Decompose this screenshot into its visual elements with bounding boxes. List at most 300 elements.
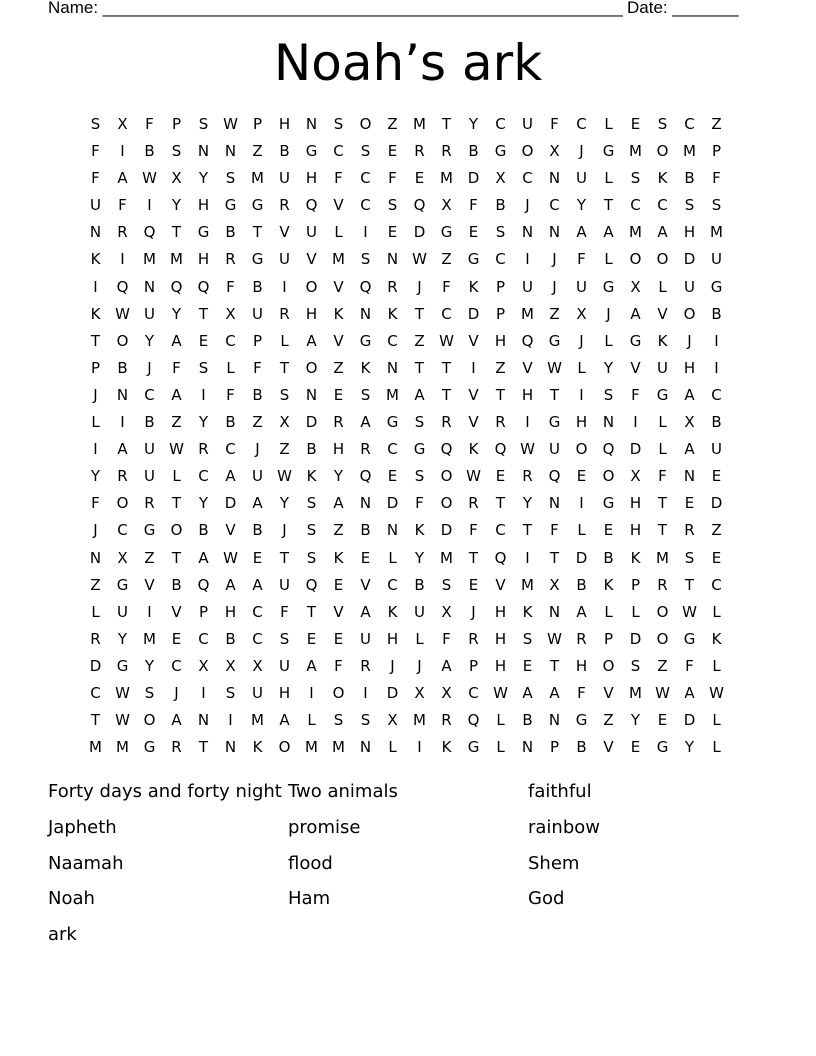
grid-letter[interactable]: E xyxy=(333,385,344,404)
grid-letter[interactable]: M xyxy=(89,738,102,757)
grid-letter[interactable]: M xyxy=(521,575,534,594)
grid-letter[interactable]: I xyxy=(120,142,125,161)
grid-letter[interactable]: S xyxy=(684,196,695,215)
grid-letter[interactable]: M xyxy=(629,683,642,702)
grid-letter[interactable]: I xyxy=(525,413,530,432)
grid-letter[interactable]: L xyxy=(577,521,586,540)
grid-letter[interactable]: E xyxy=(630,115,641,133)
grid-letter[interactable]: C xyxy=(495,521,506,540)
grid-letter[interactable]: U xyxy=(144,440,155,459)
grid-letter[interactable]: T xyxy=(603,196,614,215)
grid-letter[interactable]: D xyxy=(467,304,480,323)
grid-letter[interactable]: H xyxy=(386,629,399,648)
grid-letter[interactable]: W xyxy=(115,711,130,730)
grid-letter[interactable]: U xyxy=(252,304,263,323)
grid-letter[interactable]: Q xyxy=(305,575,318,594)
grid-letter[interactable]: M xyxy=(116,738,129,757)
grid-letter[interactable]: Z xyxy=(549,304,560,323)
grid-letter[interactable]: X xyxy=(171,169,182,188)
grid-letter[interactable]: E xyxy=(333,575,344,594)
grid-letter[interactable]: I xyxy=(363,683,368,702)
grid-letter[interactable]: D xyxy=(386,683,399,702)
grid-letter[interactable]: U xyxy=(279,250,290,269)
grid-letter[interactable]: F xyxy=(280,602,289,621)
grid-letter[interactable]: R xyxy=(279,304,290,323)
grid-letter[interactable]: C xyxy=(711,385,722,404)
grid-letter[interactable]: S xyxy=(387,196,398,215)
grid-letter[interactable]: D xyxy=(575,548,588,567)
grid-letter[interactable]: F xyxy=(91,169,100,188)
grid-letter[interactable]: P xyxy=(549,738,560,757)
grid-letter[interactable]: L xyxy=(631,602,640,621)
grid-letter[interactable]: X xyxy=(630,277,641,296)
grid-letter[interactable]: N xyxy=(386,521,399,540)
grid-letter[interactable]: F xyxy=(226,385,235,404)
grid-letter[interactable]: T xyxy=(171,494,182,513)
grid-letter[interactable]: V xyxy=(279,223,290,242)
grid-letter[interactable]: D xyxy=(629,440,642,459)
grid-letter[interactable]: K xyxy=(414,521,425,540)
grid-letter[interactable]: M xyxy=(413,711,426,730)
grid-letter[interactable]: L xyxy=(388,738,397,757)
grid-letter[interactable]: F xyxy=(577,683,586,702)
grid-letter[interactable]: E xyxy=(468,223,479,242)
grid-letter[interactable]: S xyxy=(360,250,371,269)
grid-letter[interactable]: A xyxy=(117,440,128,459)
grid-letter[interactable]: T xyxy=(495,385,506,404)
grid-letter[interactable]: H xyxy=(521,385,534,404)
grid-letter[interactable]: A xyxy=(684,440,695,459)
grid-letter[interactable]: R xyxy=(144,494,155,513)
grid-letter[interactable]: X xyxy=(252,656,263,675)
grid-letter[interactable]: J xyxy=(255,440,260,459)
grid-letter[interactable]: A xyxy=(360,413,371,432)
grid-letter[interactable]: Y xyxy=(171,196,182,215)
grid-letter[interactable]: C xyxy=(549,196,560,215)
grid-letter[interactable]: T xyxy=(549,385,560,404)
grid-letter[interactable]: X xyxy=(576,304,587,323)
grid-letter[interactable]: X xyxy=(549,575,560,594)
grid-letter[interactable]: R xyxy=(495,413,506,432)
grid-letter[interactable]: Z xyxy=(387,115,398,133)
grid-letter[interactable]: H xyxy=(629,494,642,513)
grid-letter[interactable]: F xyxy=(469,521,478,540)
grid-letter[interactable]: L xyxy=(280,331,289,350)
grid-letter[interactable]: U xyxy=(279,169,290,188)
grid-letter[interactable]: C xyxy=(522,169,533,188)
grid-letter[interactable]: H xyxy=(629,521,642,540)
grid-letter[interactable]: D xyxy=(224,494,237,513)
grid-letter[interactable]: P xyxy=(171,115,182,133)
grid-letter[interactable]: E xyxy=(306,629,317,648)
grid-letter[interactable]: B xyxy=(225,413,236,432)
grid-letter[interactable]: A xyxy=(225,467,236,486)
grid-letter[interactable]: N xyxy=(305,115,318,133)
grid-letter[interactable]: F xyxy=(172,358,181,377)
grid-letter[interactable]: S xyxy=(360,142,371,161)
grid-letter[interactable]: M xyxy=(305,738,318,757)
grid-letter[interactable]: N xyxy=(359,304,372,323)
grid-letter[interactable]: X xyxy=(225,304,236,323)
grid-letter[interactable]: P xyxy=(90,358,101,377)
grid-letter[interactable]: T xyxy=(171,223,182,242)
grid-letter[interactable]: V xyxy=(495,575,506,594)
grid-letter[interactable]: G xyxy=(494,142,507,161)
grid-letter[interactable]: P xyxy=(252,331,263,350)
grid-letter[interactable]: T xyxy=(684,575,695,594)
grid-letter[interactable]: G xyxy=(683,629,696,648)
grid-letter[interactable]: D xyxy=(683,711,696,730)
grid-letter[interactable]: C xyxy=(387,575,398,594)
grid-letter[interactable]: F xyxy=(145,115,154,133)
grid-letter[interactable]: S xyxy=(441,575,452,594)
grid-letter[interactable]: C xyxy=(198,467,209,486)
grid-letter[interactable]: L xyxy=(415,629,424,648)
grid-letter[interactable]: U xyxy=(306,223,317,242)
grid-letter[interactable]: D xyxy=(305,413,318,432)
grid-letter[interactable]: J xyxy=(93,385,98,404)
grid-letter[interactable]: S xyxy=(603,385,614,404)
grid-letter[interactable]: O xyxy=(683,304,696,323)
date-field[interactable]: Date: _______ xyxy=(627,0,739,17)
grid-letter[interactable]: A xyxy=(252,494,263,513)
grid-letter[interactable]: Q xyxy=(170,277,183,296)
grid-letter[interactable]: M xyxy=(143,629,156,648)
grid-letter[interactable]: L xyxy=(712,738,721,757)
grid-letter[interactable]: M xyxy=(656,548,669,567)
grid-letter[interactable]: E xyxy=(198,331,209,350)
grid-letter[interactable]: N xyxy=(116,385,129,404)
grid-letter[interactable]: A xyxy=(333,494,344,513)
grid-letter[interactable]: S xyxy=(279,629,290,648)
grid-letter[interactable]: R xyxy=(171,738,182,757)
grid-letter[interactable]: E xyxy=(468,575,479,594)
grid-letter[interactable]: M xyxy=(440,169,453,188)
grid-letter[interactable]: H xyxy=(278,683,291,702)
grid-letter[interactable]: H xyxy=(494,629,507,648)
grid-letter[interactable]: C xyxy=(387,440,398,459)
grid-letter[interactable]: U xyxy=(144,467,155,486)
grid-letter[interactable]: V xyxy=(333,602,344,621)
grid-letter[interactable]: M xyxy=(440,548,453,567)
grid-letter[interactable]: N xyxy=(197,711,210,730)
grid-letter[interactable]: C xyxy=(360,196,371,215)
grid-letter[interactable]: Q xyxy=(494,548,507,567)
grid-letter[interactable]: O xyxy=(656,602,669,621)
grid-letter[interactable]: G xyxy=(710,277,723,296)
grid-letter[interactable]: I xyxy=(147,196,152,215)
grid-letter[interactable]: I xyxy=(525,548,530,567)
grid-letter[interactable]: C xyxy=(225,331,236,350)
grid-letter[interactable]: B xyxy=(360,521,371,540)
grid-letter[interactable]: Q xyxy=(440,440,453,459)
grid-letter[interactable]: W xyxy=(223,115,238,133)
grid-letter[interactable]: X xyxy=(117,548,128,567)
grid-letter[interactable]: A xyxy=(306,331,317,350)
grid-letter[interactable]: A xyxy=(603,223,614,242)
grid-letter[interactable]: D xyxy=(386,494,399,513)
grid-letter[interactable]: A xyxy=(171,385,182,404)
grid-letter[interactable]: S xyxy=(171,142,182,161)
grid-letter[interactable]: X xyxy=(549,142,560,161)
grid-letter[interactable]: U xyxy=(522,115,533,133)
grid-letter[interactable]: S xyxy=(414,467,425,486)
grid-letter[interactable]: U xyxy=(522,277,533,296)
grid-letter[interactable]: T xyxy=(279,358,290,377)
grid-letter[interactable]: A xyxy=(360,602,371,621)
grid-letter[interactable]: Y xyxy=(279,494,290,513)
grid-letter[interactable]: M xyxy=(683,142,696,161)
grid-letter[interactable]: G xyxy=(440,223,453,242)
grid-letter[interactable]: K xyxy=(252,738,263,757)
grid-letter[interactable]: F xyxy=(550,521,559,540)
grid-letter[interactable]: S xyxy=(225,683,236,702)
grid-letter[interactable]: T xyxy=(441,115,452,133)
grid-letter[interactable]: B xyxy=(252,385,263,404)
grid-letter[interactable]: I xyxy=(201,385,206,404)
grid-letter[interactable]: Q xyxy=(521,331,534,350)
grid-letter[interactable]: N xyxy=(548,223,561,242)
grid-letter[interactable]: Z xyxy=(171,413,182,432)
grid-letter[interactable]: T xyxy=(252,223,263,242)
grid-letter[interactable]: Z xyxy=(144,548,155,567)
grid-letter[interactable]: B xyxy=(198,521,209,540)
grid-letter[interactable]: T xyxy=(198,738,209,757)
grid-letter[interactable]: E xyxy=(522,656,533,675)
grid-letter[interactable]: V xyxy=(333,277,344,296)
grid-letter[interactable]: Z xyxy=(657,656,668,675)
grid-letter[interactable]: D xyxy=(710,494,723,513)
grid-letter[interactable]: C xyxy=(90,683,101,702)
grid-letter[interactable]: G xyxy=(305,142,318,161)
grid-letter[interactable]: A xyxy=(684,683,695,702)
grid-letter[interactable]: W xyxy=(547,629,562,648)
grid-letter[interactable]: H xyxy=(494,331,507,350)
grid-letter[interactable]: T xyxy=(441,385,452,404)
grid-letter[interactable]: B xyxy=(171,575,182,594)
grid-letter[interactable]: J xyxy=(174,683,179,702)
grid-letter[interactable]: H xyxy=(197,196,210,215)
grid-letter[interactable]: Z xyxy=(90,575,101,594)
grid-letter[interactable]: C xyxy=(495,250,506,269)
grid-letter[interactable]: N xyxy=(548,602,561,621)
grid-letter[interactable]: X xyxy=(441,683,452,702)
grid-letter[interactable]: U xyxy=(576,169,587,188)
grid-letter[interactable]: G xyxy=(251,196,264,215)
grid-letter[interactable]: V xyxy=(603,738,614,757)
grid-letter[interactable]: K xyxy=(360,358,371,377)
grid-letter[interactable]: B xyxy=(495,196,506,215)
grid-letter[interactable]: D xyxy=(683,250,696,269)
grid-letter[interactable]: F xyxy=(442,629,451,648)
grid-letter[interactable]: S xyxy=(144,683,155,702)
grid-letter[interactable]: S xyxy=(684,548,695,567)
grid-letter[interactable]: L xyxy=(388,548,397,567)
grid-letter[interactable]: E xyxy=(711,548,722,567)
grid-letter[interactable]: G xyxy=(413,440,426,459)
grid-letter[interactable]: F xyxy=(226,277,235,296)
grid-letter[interactable]: T xyxy=(198,304,209,323)
grid-letter[interactable]: D xyxy=(89,656,102,675)
grid-letter[interactable]: L xyxy=(604,331,613,350)
grid-letter[interactable]: R xyxy=(414,142,425,161)
grid-letter[interactable]: A xyxy=(441,656,452,675)
grid-letter[interactable]: A xyxy=(549,683,560,702)
grid-letter[interactable]: E xyxy=(414,169,425,188)
grid-letter[interactable]: T xyxy=(171,548,182,567)
grid-letter[interactable]: F xyxy=(91,142,100,161)
grid-letter[interactable]: G xyxy=(116,656,129,675)
grid-letter[interactable]: J xyxy=(579,142,584,161)
grid-letter[interactable]: C xyxy=(225,440,236,459)
grid-letter[interactable]: Q xyxy=(197,277,210,296)
grid-letter[interactable]: R xyxy=(441,711,452,730)
grid-letter[interactable]: I xyxy=(525,250,530,269)
grid-letter[interactable]: T xyxy=(90,331,101,350)
grid-letter[interactable]: J xyxy=(417,656,422,675)
grid-letter[interactable]: K xyxy=(333,304,344,323)
grid-letter[interactable]: I xyxy=(120,250,125,269)
grid-letter[interactable]: Y xyxy=(603,358,614,377)
grid-letter[interactable]: C xyxy=(657,196,668,215)
grid-letter[interactable]: T xyxy=(549,548,560,567)
grid-letter[interactable]: E xyxy=(603,521,614,540)
grid-letter[interactable]: S xyxy=(90,115,101,133)
grid-letter[interactable]: Y xyxy=(333,467,344,486)
grid-letter[interactable]: M xyxy=(521,304,534,323)
grid-letter[interactable]: E xyxy=(387,223,398,242)
grid-letter[interactable]: B xyxy=(117,358,128,377)
grid-letter[interactable]: F xyxy=(577,250,586,269)
grid-letter[interactable]: S xyxy=(198,115,209,133)
grid-letter[interactable]: J xyxy=(282,521,287,540)
grid-letter[interactable]: K xyxy=(90,250,101,269)
grid-letter[interactable]: Q xyxy=(116,277,129,296)
grid-letter[interactable]: N xyxy=(548,711,561,730)
grid-letter[interactable]: P xyxy=(495,277,506,296)
grid-letter[interactable]: V xyxy=(657,304,668,323)
grid-letter[interactable]: C xyxy=(468,683,479,702)
grid-letter[interactable]: C xyxy=(252,629,263,648)
grid-letter[interactable]: O xyxy=(602,467,615,486)
grid-letter[interactable]: X xyxy=(495,169,506,188)
grid-letter[interactable]: G xyxy=(386,413,399,432)
grid-letter[interactable]: J xyxy=(525,196,530,215)
grid-letter[interactable]: O xyxy=(656,250,669,269)
grid-letter[interactable]: I xyxy=(633,413,638,432)
grid-letter[interactable]: S xyxy=(360,385,371,404)
grid-letter[interactable]: K xyxy=(468,440,479,459)
grid-letter[interactable]: R xyxy=(117,223,128,242)
grid-letter[interactable]: I xyxy=(282,277,287,296)
grid-letter[interactable]: S xyxy=(306,521,317,540)
grid-letter[interactable]: F xyxy=(469,196,478,215)
grid-letter[interactable]: O xyxy=(116,494,129,513)
grid-letter[interactable]: G xyxy=(602,277,615,296)
grid-letter[interactable]: H xyxy=(683,223,696,242)
grid-letter[interactable]: C xyxy=(252,602,263,621)
grid-letter[interactable]: A xyxy=(576,223,587,242)
grid-letter[interactable]: V xyxy=(306,250,317,269)
grid-letter[interactable]: S xyxy=(279,385,290,404)
grid-letter[interactable]: M xyxy=(332,250,345,269)
grid-letter[interactable]: V xyxy=(360,575,371,594)
grid-letter[interactable]: N xyxy=(386,358,399,377)
grid-letter[interactable]: H xyxy=(278,115,291,133)
grid-letter[interactable]: N xyxy=(89,548,102,567)
grid-letter[interactable]: C xyxy=(144,385,155,404)
grid-letter[interactable]: I xyxy=(579,494,584,513)
grid-letter[interactable]: S xyxy=(225,169,236,188)
grid-letter[interactable]: C xyxy=(333,142,344,161)
grid-letter[interactable]: B xyxy=(576,738,587,757)
grid-letter[interactable]: M xyxy=(170,250,183,269)
grid-letter[interactable]: K xyxy=(90,304,101,323)
grid-letter[interactable]: K xyxy=(468,277,479,296)
grid-letter[interactable]: W xyxy=(466,467,481,486)
grid-letter[interactable]: D xyxy=(629,629,642,648)
grid-letter[interactable]: I xyxy=(471,358,476,377)
grid-letter[interactable]: F xyxy=(658,467,667,486)
grid-letter[interactable]: W xyxy=(277,467,292,486)
grid-letter[interactable]: U xyxy=(279,656,290,675)
grid-letter[interactable]: H xyxy=(575,413,588,432)
grid-letter[interactable]: B xyxy=(603,548,614,567)
grid-letter[interactable]: M xyxy=(629,223,642,242)
grid-letter[interactable]: U xyxy=(711,440,722,459)
grid-letter[interactable]: P xyxy=(252,115,263,133)
grid-letter[interactable]: L xyxy=(91,602,100,621)
grid-letter[interactable]: F xyxy=(118,196,127,215)
grid-letter[interactable]: X xyxy=(441,602,452,621)
grid-letter[interactable]: N xyxy=(197,142,210,161)
grid-letter[interactable]: J xyxy=(390,656,395,675)
grid-letter[interactable]: J xyxy=(606,304,611,323)
grid-letter[interactable]: V xyxy=(630,358,641,377)
grid-letter[interactable]: W xyxy=(709,683,724,702)
grid-letter[interactable]: Z xyxy=(333,521,344,540)
grid-letter[interactable]: J xyxy=(417,277,422,296)
grid-letter[interactable]: A xyxy=(306,656,317,675)
grid-letter[interactable]: F xyxy=(334,656,343,675)
grid-letter[interactable]: G xyxy=(602,494,615,513)
grid-letter[interactable]: G xyxy=(467,738,480,757)
grid-letter[interactable]: U xyxy=(252,683,263,702)
grid-letter[interactable]: K xyxy=(333,548,344,567)
grid-letter[interactable]: W xyxy=(439,331,454,350)
grid-letter[interactable]: M xyxy=(143,250,156,269)
grid-letter[interactable]: A xyxy=(684,385,695,404)
grid-letter[interactable]: V xyxy=(171,602,182,621)
grid-letter[interactable]: O xyxy=(656,142,669,161)
grid-letter[interactable]: C xyxy=(117,521,128,540)
grid-letter[interactable]: Z xyxy=(711,115,722,133)
grid-letter[interactable]: O xyxy=(629,250,642,269)
grid-letter[interactable]: O xyxy=(521,142,534,161)
grid-letter[interactable]: A xyxy=(252,575,263,594)
grid-letter[interactable]: A xyxy=(279,711,290,730)
grid-letter[interactable]: U xyxy=(657,358,668,377)
grid-letter[interactable]: Z xyxy=(603,711,614,730)
grid-letter[interactable]: O xyxy=(332,683,345,702)
grid-letter[interactable]: Z xyxy=(333,358,344,377)
grid-letter[interactable]: T xyxy=(495,494,506,513)
grid-letter[interactable]: H xyxy=(197,250,210,269)
grid-letter[interactable]: K xyxy=(657,169,668,188)
grid-letter[interactable]: P xyxy=(198,602,209,621)
name-field[interactable]: Name: _______________________________________________________ xyxy=(48,0,623,17)
grid-letter[interactable]: Q xyxy=(494,440,507,459)
